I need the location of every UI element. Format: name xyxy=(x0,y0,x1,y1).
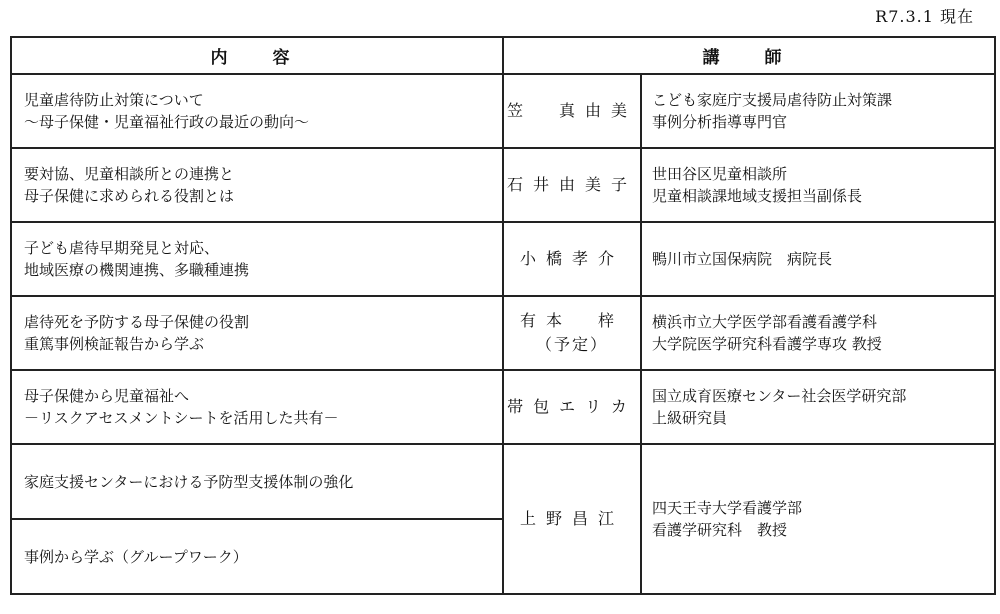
lecturer-name: 石井由美子 xyxy=(503,148,641,222)
as-of-date: R7.3.1 現在 xyxy=(875,7,974,26)
topic-cell xyxy=(11,148,503,222)
topic-cell xyxy=(11,370,503,444)
topic-cell xyxy=(11,296,503,370)
topic-line: 要対協、児童相談所との連携と xyxy=(24,165,235,183)
affiliation-line: 事例分析指導専門官 xyxy=(652,113,788,131)
affiliation-line: 鴨川市立国保病院 病院長 xyxy=(652,250,833,268)
affiliation-line: 看護学研究科 教授 xyxy=(652,521,788,539)
affiliation-line: 国立成育医療センター社会医学研究部 xyxy=(652,387,907,405)
topic-line: 地域医療の機関連携、多職種連携 xyxy=(24,261,250,279)
topic-line: 虐待死を予防する母子保健の役割 xyxy=(24,313,250,331)
lecturer-name: 小橋孝介 xyxy=(503,222,641,296)
affiliation-line: 大学院医学研究科看護学専攻 教授 xyxy=(652,335,882,353)
table-row xyxy=(11,296,995,370)
lecturer-name: 笠 真由美 xyxy=(503,74,641,148)
affiliation-line: 児童相談課地域支援担当副係長 xyxy=(652,187,863,205)
table-row xyxy=(11,370,995,444)
topic-cell xyxy=(11,222,503,296)
lecturer-name: 帯包エリカ xyxy=(503,370,641,444)
topic-line: ～母子保健・児童福祉行政の最近の動向～ xyxy=(24,113,310,131)
affiliation-cell xyxy=(641,74,995,148)
lecturer-name-cell xyxy=(503,296,641,370)
affiliation-line: 世田谷区児童相談所 xyxy=(652,165,788,183)
affiliation-line: 上級研究員 xyxy=(652,409,728,427)
table-row xyxy=(11,222,995,296)
topic-line: 事例から学ぶ（グループワーク） xyxy=(24,547,248,566)
affiliation-cell xyxy=(641,296,995,370)
topic-cell xyxy=(11,519,503,594)
affiliation-line: 四天王寺大学看護学部 xyxy=(652,499,803,517)
header-content: 内 容 xyxy=(11,37,503,74)
topic-line: 母子保健に求められる役割とは xyxy=(24,187,235,205)
affiliation-cell xyxy=(641,148,995,222)
lecturer-name: 上野昌江 xyxy=(503,444,641,594)
topic-line: 母子保健から児童福祉へ xyxy=(24,387,190,405)
table-row xyxy=(11,444,995,519)
topic-line: 家庭支援センターにおける予防型支援体制の強化 xyxy=(24,472,354,491)
lecture-schedule-table xyxy=(10,36,996,595)
affiliation-cell xyxy=(641,370,995,444)
affiliation-cell xyxy=(641,222,995,296)
topic-line: 重篤事例検証報告から学ぶ xyxy=(24,335,205,353)
topic-line: －リスクアセスメントシートを活用した共有－ xyxy=(24,409,339,427)
affiliation-line: 横浜市立大学医学部看護看護学科 xyxy=(652,313,878,331)
lecturer-name: 有本 梓 xyxy=(519,311,624,330)
topic-line: 子ども虐待早期発見と対応、 xyxy=(24,239,220,257)
affiliation-cell xyxy=(641,444,995,594)
header-row xyxy=(11,37,995,74)
topic-cell xyxy=(11,444,503,519)
topic-cell xyxy=(11,74,503,148)
table-row xyxy=(11,74,995,148)
table-row xyxy=(11,148,995,222)
lecturer-tentative-note: （予定） xyxy=(535,335,608,354)
header-lecturer: 講 師 xyxy=(503,37,995,74)
topic-line: 児童虐待防止対策について xyxy=(24,91,204,109)
affiliation-line: こども家庭庁支援局虐待防止対策課 xyxy=(652,91,893,109)
